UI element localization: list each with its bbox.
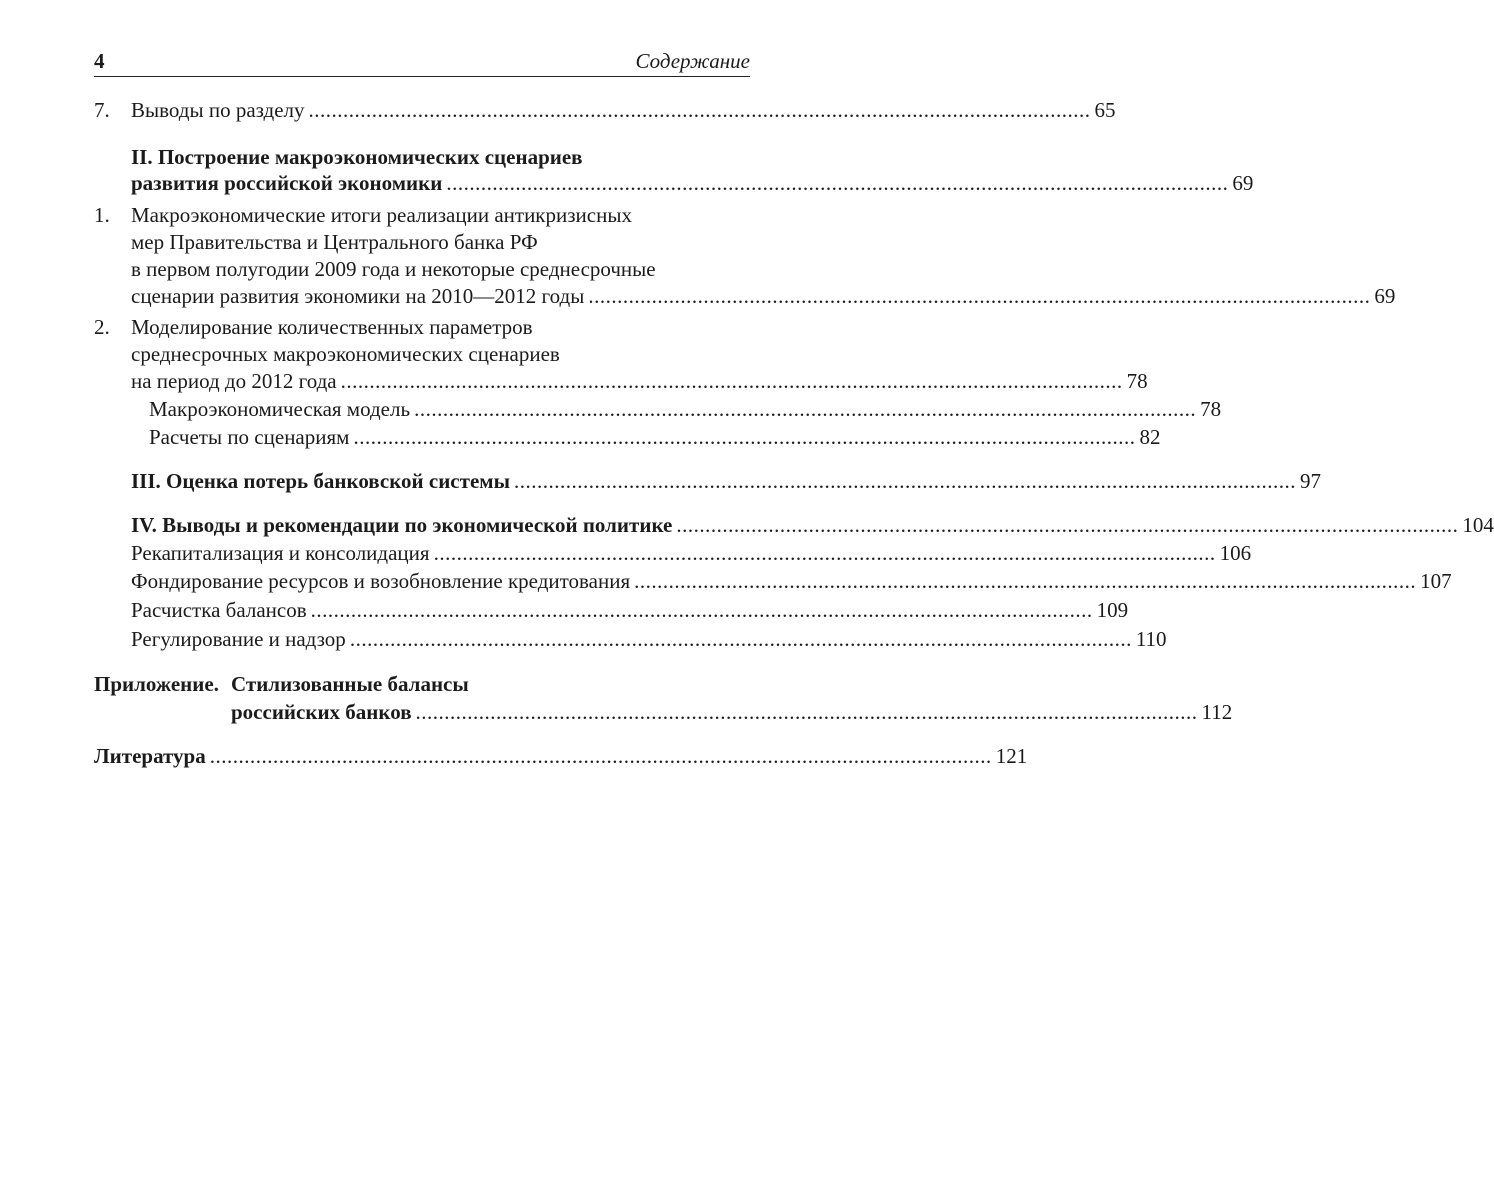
entry-page: 97 <box>1299 469 1321 493</box>
toc-row <box>149 423 1161 451</box>
entry-page: 107 <box>1420 569 1452 593</box>
dot-leader: ........................................................................................................................................ <box>513 469 1296 493</box>
toc-row <box>131 282 1396 310</box>
dot-leader: ........................................................................................................................................ <box>634 569 1417 593</box>
entry-page: 82 <box>1139 425 1161 449</box>
part-title: развития российской экономики <box>131 171 443 195</box>
running-header <box>94 48 750 77</box>
toc-row <box>94 742 1028 770</box>
page-number: 4 <box>94 49 105 73</box>
dot-leader: ........................................................................................................................................ <box>310 598 1093 622</box>
entry-page: 110 <box>1135 627 1167 651</box>
appendix-title: российских банков <box>231 700 412 724</box>
dot-leader: ........................................................................................................................................ <box>308 98 1091 122</box>
entry-title: Фондирование ресурсов и возобновление кредитования <box>131 569 631 593</box>
toc-row <box>131 511 1494 539</box>
dot-leader: ........................................................................................................................................ <box>340 369 1123 393</box>
dot-leader: ........................................................................................................................................ <box>446 171 1229 195</box>
dot-leader: ........................................................................................................................................ <box>349 627 1132 651</box>
entry-page: 104 <box>1462 513 1494 537</box>
literature-title: Литература <box>94 744 206 768</box>
entry-page: 65 <box>1094 98 1116 122</box>
entry-title: Рекапитализация и консолидация <box>131 541 430 565</box>
toc-row <box>231 698 1233 726</box>
dot-leader: ........................................................................................................................................ <box>588 284 1371 308</box>
entry-title: на период до 2012 года <box>131 369 337 393</box>
entry-title: Расчеты по сценариям <box>149 425 350 449</box>
entry-page: 109 <box>1096 598 1129 622</box>
part-title: III. Оценка потерь банковской системы <box>131 469 510 493</box>
toc-row <box>131 367 1148 395</box>
toc-row <box>131 169 1254 197</box>
dot-leader: ........................................................................................................................................ <box>209 744 992 768</box>
entry-title: в первом полугодии 2009 года и некоторые среднесрочные <box>131 257 656 281</box>
entry-title: Расчистка балансов <box>131 598 307 622</box>
entry-title: Моделирование количественных параметров <box>131 315 533 339</box>
dot-leader: ........................................................................................................................................ <box>433 541 1216 565</box>
toc-row <box>131 625 1167 653</box>
entry-page: 106 <box>1219 541 1252 565</box>
toc-row <box>131 467 1321 495</box>
entry-page: 78 <box>1126 369 1148 393</box>
entry-page: 112 <box>1201 700 1233 724</box>
entry-number: 2. <box>94 315 110 339</box>
toc-row <box>131 567 1452 595</box>
entry-title: Регулирование и надзор <box>131 627 346 651</box>
entry-page: 121 <box>995 744 1028 768</box>
entry-page: 69 <box>1374 284 1396 308</box>
entry-title: среднесрочных макроэкономических сценариев <box>131 342 560 366</box>
running-title: Содержание <box>635 49 750 73</box>
entry-title: Макроэкономическая модель <box>149 397 411 421</box>
entry-title: Макроэкономические итоги реализации антикризисных <box>131 203 632 227</box>
part-title: IV. Выводы и рекомендации по экономической политике <box>131 513 673 537</box>
entry-title: мер Правительства и Центрального банка РФ <box>131 230 538 254</box>
entry-title: сценарии развития экономики на 2010—2012 годы <box>131 284 585 308</box>
appendix-title: Стилизованные балансы <box>231 672 469 696</box>
entry-page: 69 <box>1232 171 1254 195</box>
toc-row <box>131 96 1116 124</box>
dot-leader: ........................................................................................................................................ <box>676 513 1459 537</box>
toc-row <box>131 596 1129 624</box>
dot-leader: ........................................................................................................................................ <box>415 700 1198 724</box>
dot-leader: ........................................................................................................................................ <box>414 397 1197 421</box>
entry-number: 7. <box>94 98 110 122</box>
appendix-label: Приложение. <box>94 672 219 696</box>
entry-number: 1. <box>94 203 110 227</box>
toc-row <box>149 395 1222 423</box>
toc-row <box>131 539 1252 567</box>
entry-page: 78 <box>1200 397 1222 421</box>
entry-title: Выводы по разделу <box>131 98 305 122</box>
part-title: II. Построение макроэкономических сценариев <box>131 145 583 169</box>
dot-leader: ........................................................................................................................................ <box>353 425 1136 449</box>
